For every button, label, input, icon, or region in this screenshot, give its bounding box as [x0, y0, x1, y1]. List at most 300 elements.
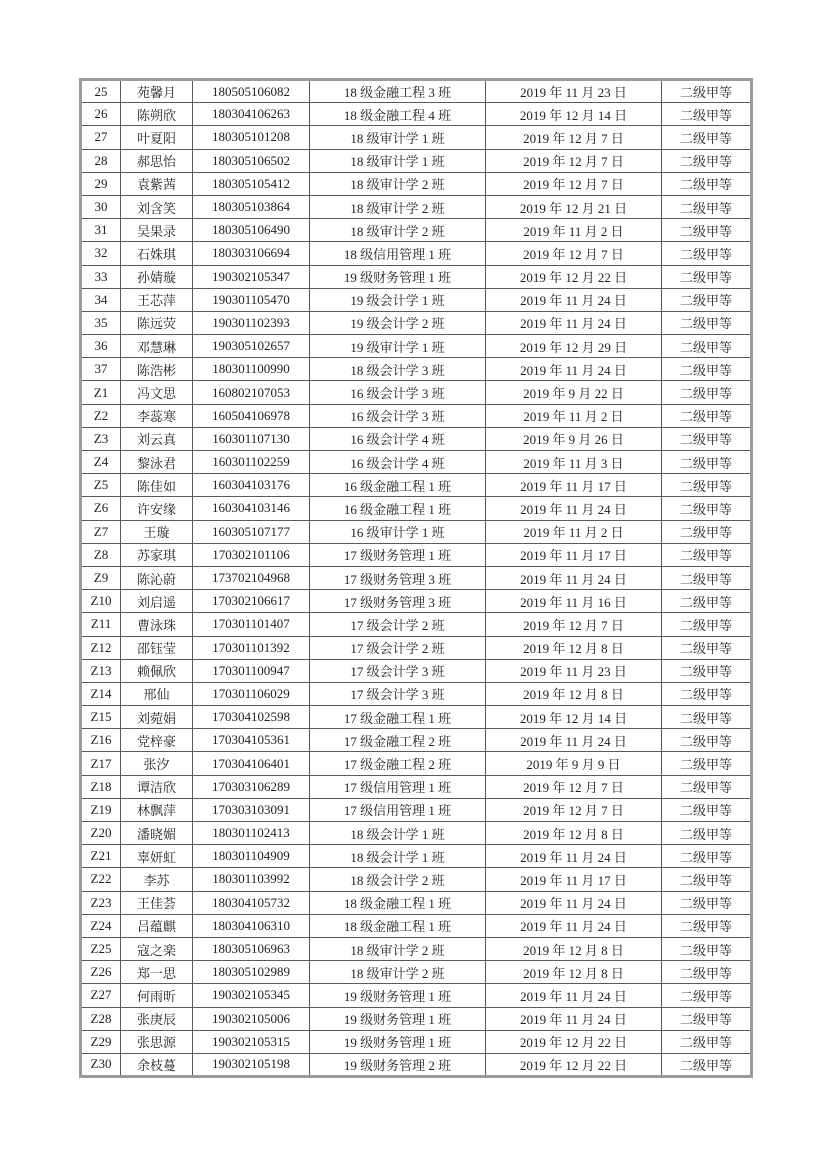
exam-date-cell: 2019 年 11 月 17 日	[486, 868, 662, 891]
class-name-cell: 18 级审计学 2 班	[310, 961, 486, 984]
exam-date-cell: 2019 年 11 月 24 日	[486, 311, 662, 334]
table-row	[81, 288, 752, 311]
student-id-cell: 190302105198	[193, 1053, 310, 1076]
exam-date-cell: 2019 年 11 月 24 日	[486, 566, 662, 589]
row-index-cell: Z2	[81, 404, 121, 427]
grade-level-cell: 二级甲等	[662, 172, 752, 195]
row-index-cell: Z5	[81, 474, 121, 497]
class-name-cell: 16 级会计学 3 班	[310, 404, 486, 427]
grade-level-cell: 二级甲等	[662, 729, 752, 752]
student-id-cell: 170303103091	[193, 798, 310, 821]
student-name-cell: 苑馨月	[121, 80, 193, 103]
row-index-cell: Z24	[81, 914, 121, 937]
exam-date-cell: 2019 年 11 月 2 日	[486, 404, 662, 427]
class-name-cell: 19 级财务管理 1 班	[310, 984, 486, 1007]
table-row	[81, 845, 752, 868]
class-name-cell: 18 级金融工程 1 班	[310, 891, 486, 914]
row-index-cell: Z19	[81, 798, 121, 821]
grade-level-cell: 二级甲等	[662, 822, 752, 845]
student-name-cell: 张庚辰	[121, 1007, 193, 1030]
student-id-cell: 180305106963	[193, 937, 310, 960]
class-name-cell: 18 级审计学 2 班	[310, 937, 486, 960]
student-id-cell: 190302105345	[193, 984, 310, 1007]
exam-date-cell: 2019 年 12 月 8 日	[486, 822, 662, 845]
student-id-cell: 160305107177	[193, 520, 310, 543]
table-row	[81, 381, 752, 404]
student-name-cell: 王芯萍	[121, 288, 193, 311]
grade-level-cell: 二级甲等	[662, 149, 752, 172]
grade-level-cell: 二级甲等	[662, 1053, 752, 1076]
exam-date-cell: 2019 年 11 月 24 日	[486, 729, 662, 752]
class-name-cell: 17 级会计学 2 班	[310, 613, 486, 636]
student-name-cell: 潘晓媚	[121, 822, 193, 845]
student-id-cell: 170302101106	[193, 543, 310, 566]
student-name-cell: 陈浩彬	[121, 358, 193, 381]
class-name-cell: 16 级会计学 4 班	[310, 427, 486, 450]
student-name-cell: 刘含笑	[121, 195, 193, 218]
row-index-cell: 28	[81, 149, 121, 172]
table-row	[81, 1053, 752, 1076]
class-name-cell: 17 级财务管理 3 班	[310, 590, 486, 613]
student-name-cell: 曹泳珠	[121, 613, 193, 636]
student-id-cell: 190301102393	[193, 311, 310, 334]
exam-date-cell: 2019 年 11 月 24 日	[486, 497, 662, 520]
student-id-cell: 170301100947	[193, 659, 310, 682]
class-name-cell: 19 级财务管理 1 班	[310, 265, 486, 288]
table-row	[81, 659, 752, 682]
row-index-cell: Z10	[81, 590, 121, 613]
exam-date-cell: 2019 年 9 月 9 日	[486, 752, 662, 775]
grade-level-cell: 二级甲等	[662, 1007, 752, 1030]
student-id-cell: 170301101407	[193, 613, 310, 636]
row-index-cell: Z1	[81, 381, 121, 404]
row-index-cell: Z7	[81, 520, 121, 543]
table-row	[81, 242, 752, 265]
table-row	[81, 404, 752, 427]
exam-date-cell: 2019 年 12 月 14 日	[486, 706, 662, 729]
student-id-cell: 160301102259	[193, 451, 310, 474]
exam-date-cell: 2019 年 12 月 7 日	[486, 613, 662, 636]
row-index-cell: 30	[81, 195, 121, 218]
table-row	[81, 543, 752, 566]
grade-level-cell: 二级甲等	[662, 195, 752, 218]
class-name-cell: 17 级会计学 3 班	[310, 659, 486, 682]
student-name-cell: 张汐	[121, 752, 193, 775]
class-name-cell: 18 级审计学 2 班	[310, 172, 486, 195]
grade-level-cell: 二级甲等	[662, 961, 752, 984]
exam-date-cell: 2019 年 12 月 22 日	[486, 1030, 662, 1053]
exam-date-cell: 2019 年 11 月 17 日	[486, 474, 662, 497]
table-row	[81, 752, 752, 775]
student-id-cell: 173702104968	[193, 566, 310, 589]
student-id-cell: 180305106502	[193, 149, 310, 172]
exam-date-cell: 2019 年 12 月 7 日	[486, 775, 662, 798]
student-id-cell: 180303106694	[193, 242, 310, 265]
class-name-cell: 19 级审计学 1 班	[310, 335, 486, 358]
class-name-cell: 18 级会计学 3 班	[310, 358, 486, 381]
class-name-cell: 19 级财务管理 2 班	[310, 1053, 486, 1076]
grade-level-cell: 二级甲等	[662, 891, 752, 914]
student-name-cell: 王璇	[121, 520, 193, 543]
table-row	[81, 775, 752, 798]
row-index-cell: Z21	[81, 845, 121, 868]
class-name-cell: 17 级金融工程 2 班	[310, 729, 486, 752]
table-row	[81, 914, 752, 937]
table-row	[81, 984, 752, 1007]
grade-level-cell: 二级甲等	[662, 543, 752, 566]
row-index-cell: 25	[81, 80, 121, 103]
table-row	[81, 729, 752, 752]
row-index-cell: Z8	[81, 543, 121, 566]
student-name-cell: 陈沁蔚	[121, 566, 193, 589]
row-index-cell: Z6	[81, 497, 121, 520]
table-row	[81, 822, 752, 845]
class-name-cell: 18 级会计学 1 班	[310, 845, 486, 868]
student-name-cell: 李苏	[121, 868, 193, 891]
exam-date-cell: 2019 年 12 月 22 日	[486, 265, 662, 288]
student-id-cell: 180305106490	[193, 219, 310, 242]
student-id-cell: 180305103864	[193, 195, 310, 218]
grade-level-cell: 二级甲等	[662, 752, 752, 775]
table-row	[81, 1030, 752, 1053]
table-row	[81, 520, 752, 543]
row-index-cell: 29	[81, 172, 121, 195]
student-id-cell: 180305101208	[193, 126, 310, 149]
student-id-cell: 170301106029	[193, 682, 310, 705]
student-name-cell: 郝思怡	[121, 149, 193, 172]
table-row	[81, 937, 752, 960]
class-name-cell: 17 级金融工程 1 班	[310, 706, 486, 729]
exam-results-table-body	[81, 80, 752, 1077]
row-index-cell: Z4	[81, 451, 121, 474]
student-name-cell: 刘启遥	[121, 590, 193, 613]
grade-level-cell: 二级甲等	[662, 242, 752, 265]
student-name-cell: 余枝蔓	[121, 1053, 193, 1076]
row-index-cell: Z26	[81, 961, 121, 984]
student-id-cell: 170301101392	[193, 636, 310, 659]
student-id-cell: 180301104909	[193, 845, 310, 868]
grade-level-cell: 二级甲等	[662, 126, 752, 149]
student-name-cell: 陈远荧	[121, 311, 193, 334]
student-id-cell: 160802107053	[193, 381, 310, 404]
table-row	[81, 358, 752, 381]
grade-level-cell: 二级甲等	[662, 845, 752, 868]
student-id-cell: 180304105732	[193, 891, 310, 914]
row-index-cell: Z13	[81, 659, 121, 682]
table-row	[81, 149, 752, 172]
exam-date-cell: 2019 年 12 月 14 日	[486, 103, 662, 126]
student-id-cell: 170304105361	[193, 729, 310, 752]
class-name-cell: 17 级信用管理 1 班	[310, 775, 486, 798]
student-name-cell: 林飘萍	[121, 798, 193, 821]
student-id-cell: 190302105006	[193, 1007, 310, 1030]
student-id-cell: 170304106401	[193, 752, 310, 775]
row-index-cell: Z25	[81, 937, 121, 960]
table-row	[81, 682, 752, 705]
row-index-cell: Z9	[81, 566, 121, 589]
student-name-cell: 赖佩欣	[121, 659, 193, 682]
class-name-cell: 16 级金融工程 1 班	[310, 497, 486, 520]
grade-level-cell: 二级甲等	[662, 775, 752, 798]
table-row	[81, 265, 752, 288]
grade-level-cell: 二级甲等	[662, 311, 752, 334]
table-row	[81, 451, 752, 474]
student-name-cell: 吕蕴麒	[121, 914, 193, 937]
exam-date-cell: 2019 年 11 月 16 日	[486, 590, 662, 613]
exam-date-cell: 2019 年 12 月 7 日	[486, 242, 662, 265]
student-id-cell: 190305102657	[193, 335, 310, 358]
table-row	[81, 103, 752, 126]
student-id-cell: 170304102598	[193, 706, 310, 729]
row-index-cell: Z17	[81, 752, 121, 775]
student-name-cell: 党梓豪	[121, 729, 193, 752]
grade-level-cell: 二级甲等	[662, 520, 752, 543]
student-id-cell: 160304103146	[193, 497, 310, 520]
table-row	[81, 566, 752, 589]
student-id-cell: 190301105470	[193, 288, 310, 311]
student-id-cell: 170303106289	[193, 775, 310, 798]
student-id-cell: 180304106310	[193, 914, 310, 937]
class-name-cell: 18 级审计学 2 班	[310, 219, 486, 242]
exam-date-cell: 2019 年 11 月 23 日	[486, 80, 662, 103]
class-name-cell: 16 级金融工程 1 班	[310, 474, 486, 497]
student-name-cell: 陈朔欣	[121, 103, 193, 126]
class-name-cell: 18 级金融工程 3 班	[310, 80, 486, 103]
class-name-cell: 18 级金融工程 1 班	[310, 914, 486, 937]
student-name-cell: 黎泳君	[121, 451, 193, 474]
row-index-cell: Z16	[81, 729, 121, 752]
exam-date-cell: 2019 年 12 月 7 日	[486, 149, 662, 172]
grade-level-cell: 二级甲等	[662, 103, 752, 126]
exam-date-cell: 2019 年 12 月 21 日	[486, 195, 662, 218]
row-index-cell: 26	[81, 103, 121, 126]
student-name-cell: 邵钰莹	[121, 636, 193, 659]
exam-date-cell: 2019 年 11 月 24 日	[486, 1007, 662, 1030]
student-name-cell: 邓慧琳	[121, 335, 193, 358]
row-index-cell: Z14	[81, 682, 121, 705]
table-row	[81, 195, 752, 218]
grade-level-cell: 二级甲等	[662, 381, 752, 404]
class-name-cell: 18 级信用管理 1 班	[310, 242, 486, 265]
row-index-cell: 37	[81, 358, 121, 381]
grade-level-cell: 二级甲等	[662, 427, 752, 450]
class-name-cell: 18 级金融工程 4 班	[310, 103, 486, 126]
grade-level-cell: 二级甲等	[662, 868, 752, 891]
grade-level-cell: 二级甲等	[662, 937, 752, 960]
exam-date-cell: 2019 年 12 月 8 日	[486, 636, 662, 659]
table-row	[81, 80, 752, 103]
class-name-cell: 19 级会计学 1 班	[310, 288, 486, 311]
table-row	[81, 590, 752, 613]
row-index-cell: Z28	[81, 1007, 121, 1030]
exam-date-cell: 2019 年 12 月 7 日	[486, 126, 662, 149]
student-id-cell: 180301103992	[193, 868, 310, 891]
exam-date-cell: 2019 年 9 月 26 日	[486, 427, 662, 450]
student-name-cell: 寇之楽	[121, 937, 193, 960]
student-name-cell: 石姝琪	[121, 242, 193, 265]
row-index-cell: Z11	[81, 613, 121, 636]
grade-level-cell: 二级甲等	[662, 1030, 752, 1053]
class-name-cell: 18 级会计学 1 班	[310, 822, 486, 845]
exam-date-cell: 2019 年 11 月 3 日	[486, 451, 662, 474]
student-name-cell: 冯文思	[121, 381, 193, 404]
exam-date-cell: 2019 年 11 月 24 日	[486, 891, 662, 914]
student-name-cell: 孙婧璇	[121, 265, 193, 288]
class-name-cell: 18 级会计学 2 班	[310, 868, 486, 891]
class-name-cell: 19 级财务管理 1 班	[310, 1030, 486, 1053]
table-row	[81, 172, 752, 195]
row-index-cell: 36	[81, 335, 121, 358]
exam-date-cell: 2019 年 12 月 29 日	[486, 335, 662, 358]
grade-level-cell: 二级甲等	[662, 219, 752, 242]
grade-level-cell: 二级甲等	[662, 914, 752, 937]
table-row	[81, 706, 752, 729]
grade-level-cell: 二级甲等	[662, 613, 752, 636]
exam-date-cell: 2019 年 11 月 2 日	[486, 219, 662, 242]
student-name-cell: 苏家琪	[121, 543, 193, 566]
exam-date-cell: 2019 年 11 月 24 日	[486, 914, 662, 937]
student-id-cell: 180301102413	[193, 822, 310, 845]
table-row	[81, 427, 752, 450]
row-index-cell: 32	[81, 242, 121, 265]
exam-date-cell: 2019 年 9 月 22 日	[486, 381, 662, 404]
grade-level-cell: 二级甲等	[662, 358, 752, 381]
class-name-cell: 17 级金融工程 2 班	[310, 752, 486, 775]
student-name-cell: 刘菀娟	[121, 706, 193, 729]
student-name-cell: 辜妍虹	[121, 845, 193, 868]
table-row	[81, 961, 752, 984]
table-row	[81, 219, 752, 242]
grade-level-cell: 二级甲等	[662, 659, 752, 682]
student-id-cell: 160301107130	[193, 427, 310, 450]
student-name-cell: 吴果录	[121, 219, 193, 242]
table-row	[81, 474, 752, 497]
table-row	[81, 798, 752, 821]
grade-level-cell: 二级甲等	[662, 682, 752, 705]
exam-date-cell: 2019 年 11 月 24 日	[486, 358, 662, 381]
row-index-cell: Z15	[81, 706, 121, 729]
class-name-cell: 17 级财务管理 3 班	[310, 566, 486, 589]
student-id-cell: 190302105315	[193, 1030, 310, 1053]
exam-date-cell: 2019 年 12 月 7 日	[486, 798, 662, 821]
student-name-cell: 刘云真	[121, 427, 193, 450]
class-name-cell: 16 级会计学 4 班	[310, 451, 486, 474]
student-name-cell: 郑一思	[121, 961, 193, 984]
class-name-cell: 18 级审计学 1 班	[310, 149, 486, 172]
row-index-cell: 34	[81, 288, 121, 311]
row-index-cell: 35	[81, 311, 121, 334]
student-id-cell: 180304106263	[193, 103, 310, 126]
exam-date-cell: 2019 年 12 月 8 日	[486, 961, 662, 984]
row-index-cell: Z23	[81, 891, 121, 914]
grade-level-cell: 二级甲等	[662, 798, 752, 821]
table-row	[81, 613, 752, 636]
row-index-cell: Z27	[81, 984, 121, 1007]
grade-level-cell: 二级甲等	[662, 474, 752, 497]
class-name-cell: 19 级财务管理 1 班	[310, 1007, 486, 1030]
class-name-cell: 18 级审计学 1 班	[310, 126, 486, 149]
exam-date-cell: 2019 年 12 月 22 日	[486, 1053, 662, 1076]
student-name-cell: 邢仙	[121, 682, 193, 705]
student-id-cell: 170302106617	[193, 590, 310, 613]
student-id-cell: 160504106978	[193, 404, 310, 427]
student-id-cell: 180305105412	[193, 172, 310, 195]
grade-level-cell: 二级甲等	[662, 288, 752, 311]
exam-date-cell: 2019 年 11 月 24 日	[486, 845, 662, 868]
exam-date-cell: 2019 年 11 月 24 日	[486, 984, 662, 1007]
exam-date-cell: 2019 年 11 月 23 日	[486, 659, 662, 682]
student-id-cell: 160304103176	[193, 474, 310, 497]
student-name-cell: 陈佳如	[121, 474, 193, 497]
row-index-cell: Z29	[81, 1030, 121, 1053]
exam-date-cell: 2019 年 11 月 2 日	[486, 520, 662, 543]
grade-level-cell: 二级甲等	[662, 451, 752, 474]
row-index-cell: Z3	[81, 427, 121, 450]
grade-level-cell: 二级甲等	[662, 497, 752, 520]
exam-date-cell: 2019 年 12 月 8 日	[486, 682, 662, 705]
exam-date-cell: 2019 年 12 月 7 日	[486, 172, 662, 195]
grade-level-cell: 二级甲等	[662, 984, 752, 1007]
exam-results-table	[79, 78, 753, 1078]
class-name-cell: 19 级会计学 2 班	[310, 311, 486, 334]
class-name-cell: 17 级信用管理 1 班	[310, 798, 486, 821]
table-row	[81, 868, 752, 891]
row-index-cell: 27	[81, 126, 121, 149]
row-index-cell: Z18	[81, 775, 121, 798]
table-row	[81, 126, 752, 149]
class-name-cell: 17 级会计学 2 班	[310, 636, 486, 659]
class-name-cell: 16 级审计学 1 班	[310, 520, 486, 543]
class-name-cell: 17 级财务管理 1 班	[310, 543, 486, 566]
table-row	[81, 311, 752, 334]
table-row	[81, 497, 752, 520]
table-row	[81, 636, 752, 659]
table-row	[81, 335, 752, 358]
row-index-cell: Z20	[81, 822, 121, 845]
student-name-cell: 袁紫茜	[121, 172, 193, 195]
student-id-cell: 180301100990	[193, 358, 310, 381]
grade-level-cell: 二级甲等	[662, 706, 752, 729]
student-name-cell: 张思源	[121, 1030, 193, 1053]
grade-level-cell: 二级甲等	[662, 80, 752, 103]
student-name-cell: 李蕊寒	[121, 404, 193, 427]
grade-level-cell: 二级甲等	[662, 404, 752, 427]
student-name-cell: 许安缘	[121, 497, 193, 520]
grade-level-cell: 二级甲等	[662, 265, 752, 288]
exam-date-cell: 2019 年 11 月 24 日	[486, 288, 662, 311]
class-name-cell: 16 级会计学 3 班	[310, 381, 486, 404]
student-name-cell: 何雨昕	[121, 984, 193, 1007]
class-name-cell: 17 级会计学 3 班	[310, 682, 486, 705]
exam-date-cell: 2019 年 11 月 17 日	[486, 543, 662, 566]
row-index-cell: 33	[81, 265, 121, 288]
student-name-cell: 王佳荟	[121, 891, 193, 914]
table-row	[81, 1007, 752, 1030]
row-index-cell: Z22	[81, 868, 121, 891]
student-id-cell: 180305102989	[193, 961, 310, 984]
grade-level-cell: 二级甲等	[662, 590, 752, 613]
student-id-cell: 190302105347	[193, 265, 310, 288]
student-name-cell: 叶夏阳	[121, 126, 193, 149]
row-index-cell: Z12	[81, 636, 121, 659]
exam-date-cell: 2019 年 12 月 8 日	[486, 937, 662, 960]
student-id-cell: 180505106082	[193, 80, 310, 103]
class-name-cell: 18 级审计学 2 班	[310, 195, 486, 218]
table-row	[81, 891, 752, 914]
row-index-cell: Z30	[81, 1053, 121, 1076]
grade-level-cell: 二级甲等	[662, 636, 752, 659]
grade-level-cell: 二级甲等	[662, 566, 752, 589]
